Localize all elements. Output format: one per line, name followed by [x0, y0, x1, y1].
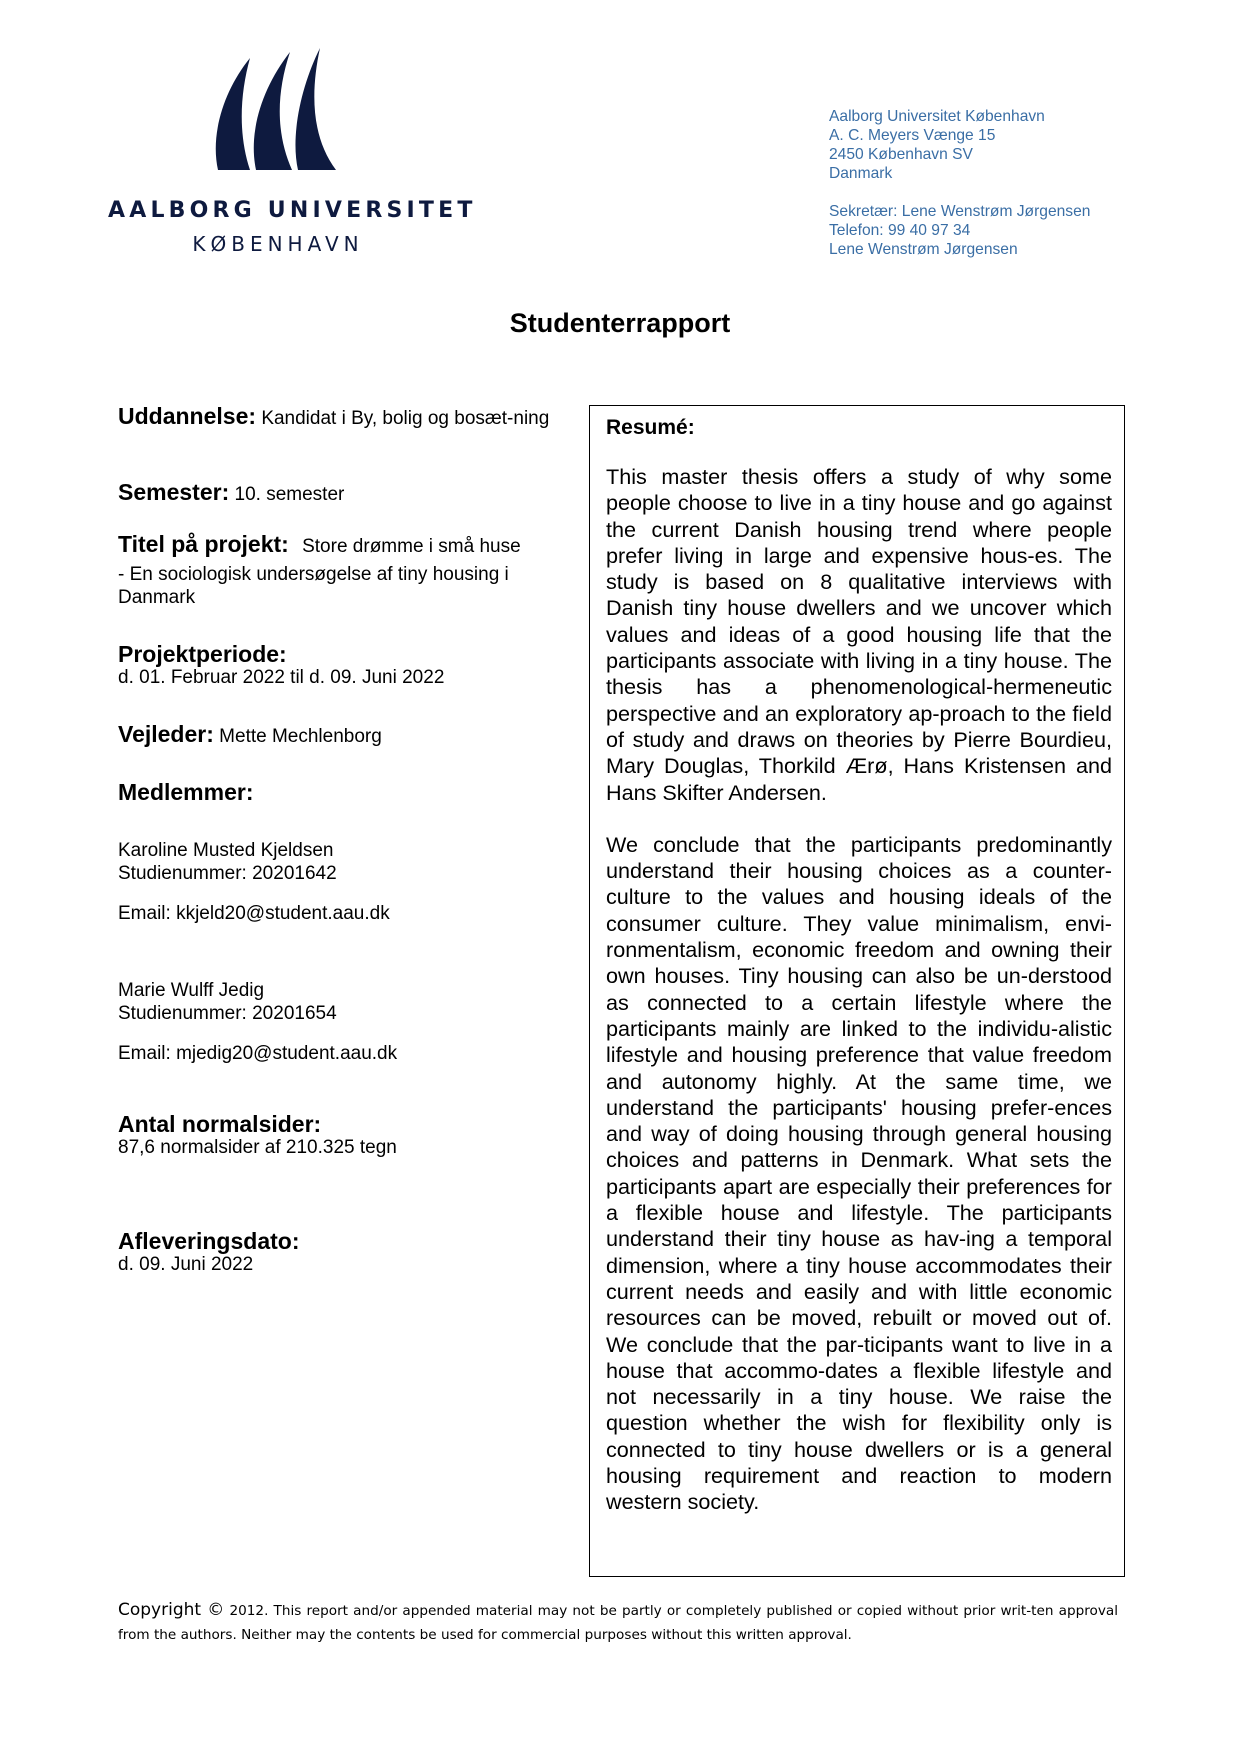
aau-logo-icon [210, 42, 340, 170]
address-line: Aalborg Universitet København [829, 108, 1045, 125]
logo-name: AALBORG UNIVERSITET [108, 198, 477, 223]
project-title-value: Store drømme i små huse [302, 536, 521, 557]
member-email: Email: kkjeld20@student.aau.dk [118, 903, 390, 924]
pages-field [118, 1113, 558, 1159]
members-label-block [118, 781, 558, 804]
resume-title: Resumé: [606, 416, 695, 439]
project-subtitle: - En sociologisk undersøgelse af tiny housing i Danmark [118, 564, 509, 608]
delivery-label: Afleveringsdato: [118, 1228, 300, 1254]
period-field [118, 643, 558, 689]
member-2 [118, 979, 558, 1065]
semester-field [118, 481, 558, 506]
address-line: Danmark [829, 165, 893, 182]
education-label: Uddannelse: [118, 403, 257, 429]
supervisor-label: Vejleder: [118, 721, 214, 747]
supervisor-field [118, 723, 558, 748]
pages-value: 87,6 normalsider af 210.325 tegn [118, 1137, 397, 1158]
semester-label: Semester: [118, 479, 230, 505]
member-student-number: Studienummer: 20201642 [118, 863, 337, 884]
project-title-field [118, 533, 558, 609]
address-line: 2450 København SV [829, 146, 973, 163]
contact-line: Sekretær: Lene Wenstrøm Jørgensen [829, 203, 1091, 220]
members-label: Medlemmer: [118, 779, 254, 805]
pages-label: Antal normalsider: [118, 1111, 322, 1137]
page-title: Studenterrapport [509, 308, 731, 338]
address-block [829, 107, 1090, 259]
member-1 [118, 839, 558, 925]
resume-paragraph: We conclude that the participants predominantly understand their housing choices as a counter-culture to the values and housing ideals of the consumer culture. They value minimalism, envi-ronmentalism, economic freedom and owning their own houses. Tiny housing can also be un-derstood as connected to a certain lifestyle where the participants mainly are linked to the individu-alistic lifestyle and housing preference that value freedom and autonomy highly. At the same time, we understand the participants' housing prefer-ences and way of doing housing through general housing choices and patterns in Denmark. What sets the participants apart are especially their preferences for a flexible house and lifestyle. The participants understand their tiny house as hav-ing a temporal dimension, where a tiny house accommodates their current needs and easily and with little economic resources can be moved, rebuilt or moved out of. We conclude that the par-ticipants want to live in a house that accommo-dates a flexible lifestyle and not necessarily in a tiny house. We raise the question whether the wish for flexibility only is connected to tiny house dwellers or is a general housing requirement and reaction to modern western society. [606, 831, 1112, 1515]
copyright-notice [118, 1598, 1118, 1647]
address-line: A. C. Meyers Vænge 15 [829, 127, 996, 144]
delivery-field [118, 1230, 558, 1276]
semester-value: 10. semester [234, 484, 345, 505]
supervisor-value: Mette Mechlenborg [219, 726, 382, 747]
resume-box [589, 405, 1125, 1577]
project-title-label: Titel på projekt: [118, 531, 289, 557]
period-value: d. 01. Februar 2022 til d. 09. Juni 2022 [118, 667, 445, 688]
period-label: Projektperiode: [118, 641, 287, 667]
delivery-value: d. 09. Juni 2022 [118, 1254, 254, 1275]
member-student-number: Studienummer: 20201654 [118, 1003, 337, 1024]
resume-paragraph: This master thesis offers a study of why some people choose to live in a tiny house and go against the current Danish housing trend where people prefer living in large and expensive hous-es. The study is based on 8 qualitative interviews with Danish tiny house dwellers and we uncover which values and ideas of a good housing life that the participants associate with living in a tiny house. The thesis has a phenomenological-hermeneutic perspective and an exploratory ap-proach to the field of study and draws on theories by Pierre Bourdieu, Mary Douglas, Thorkild Ærø, Hans Kristensen and Hans Skifter Andersen. [606, 464, 1112, 805]
resume-text [606, 464, 1112, 1542]
member-name: Marie Wulff Jedig [118, 980, 265, 1001]
education-value: Kandidat i By, bolig og bosæt-ning [261, 408, 550, 429]
copyright-text: 2012. This report and/or appended material may not be partly or completely published or copied without prior writ-ten approval from the authors. Neither may the contents be used for commercial purposes without this written approval. [118, 1603, 1118, 1643]
contact-line: Lene Wenstrøm Jørgensen [829, 241, 1018, 258]
member-name: Karoline Musted Kjeldsen [118, 840, 334, 861]
copyright-head: Copyright © [118, 1600, 225, 1620]
education-field [118, 405, 558, 430]
logo-subtitle: KØBENHAVN [192, 232, 364, 256]
member-email: Email: mjedig20@student.aau.dk [118, 1043, 398, 1064]
contact-line: Telefon: 99 40 97 34 [829, 222, 971, 239]
